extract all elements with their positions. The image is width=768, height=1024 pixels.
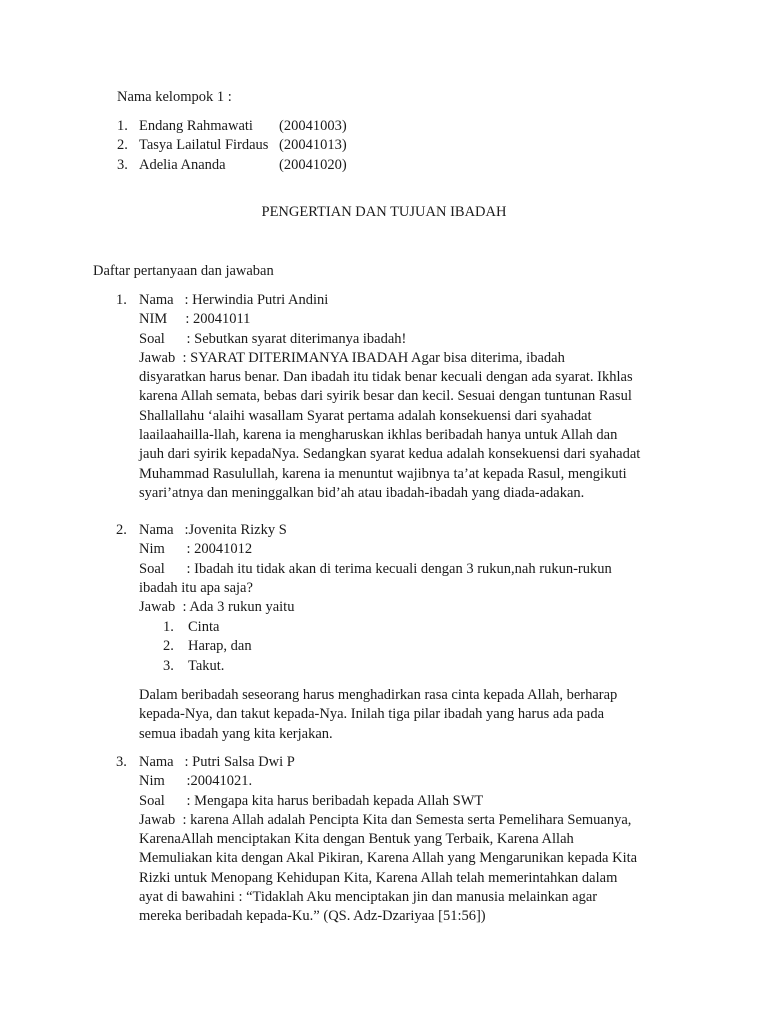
paragraph-line: semua ibadah yang kita kerjakan. [139, 725, 333, 742]
question-line: laailaahailla-llah, karena ia mengharuskan ikhlas beribadah hanya untuk Allah dan [139, 427, 618, 444]
question-line: mereka beribadah kepada-Ku.” (QS. Adz-Dzariyaa [51:56]) [139, 908, 486, 925]
question-number: 3. [116, 754, 127, 770]
question-1 [139, 291, 659, 503]
list-heading: Daftar pertanyaan dan jawaban [93, 263, 274, 279]
question-line: NIM : 20041011 [139, 311, 251, 328]
question-line: Nama : Herwindia Putri Andini [139, 292, 329, 308]
question-line: Nim : 20041012 [139, 541, 253, 558]
document-title: PENGERTIAN DAN TUJUAN IBADAH [261, 204, 507, 220]
question-line: KarenaAllah menciptakan Kita dengan Bentuk yang Terbaik, Karena Allah [139, 831, 574, 848]
question-line: Soal : Sebutkan syarat diterimanya ibadah! [139, 330, 407, 347]
question-line: Soal : Ibadah itu tidak akan di terima kecuali dengan 3 rukun,nah rukun-rukun [139, 560, 612, 577]
paragraph-line: kepada-Nya, dan takut kepada-Nya. Inilah tiga pilar ibadah yang harus ada pada [139, 706, 605, 723]
rukun-list [163, 618, 363, 676]
question-line: ibadah itu apa saja? [139, 579, 253, 596]
question-line: Soal : Mengapa kita harus beribadah kepada Allah SWT [139, 792, 484, 809]
question-line: Nama :Jovenita Rizky S [139, 522, 287, 538]
member-item: 1. Endang Rahmawati (20041003) [117, 118, 347, 134]
question-line: jauh dari syirik kepadaNya. Sedangkan syarat kedua adalah konsekuensi dari syahadat [139, 446, 641, 463]
question-line: disyaratkan harus benar. Dan ibadah itu tidak benar kecuali dengan ada syarat. Ikhlas [139, 369, 633, 386]
list-item: 3. Takut. [163, 657, 225, 674]
paragraph-line: Dalam beribadah seseorang harus menghadirkan rasa cinta kepada Allah, berharap [139, 687, 618, 703]
question-line: Rizki untuk Menopang Kehidupan Kita, Karena Allah telah memerintahkan dalam [139, 869, 618, 886]
group-label: Nama kelompok 1 : [117, 89, 232, 105]
question-line: syari’atnya dan meninggalkan bid’ah atau ibadah-ibadah yang diada-adakan. [139, 484, 585, 501]
list-item: 1. Cinta [163, 619, 220, 635]
question-number: 1. [116, 292, 127, 308]
question-3 [139, 753, 679, 927]
question-line: Jawab : SYARAT DITERIMANYA IBADAH Agar bisa diterima, ibadah [139, 349, 565, 366]
question-line: Muhammad Rasulullah, karena ia menuntut wajibnya ta’at kepada Rasul, mengikuti [139, 465, 627, 482]
question-number: 2. [116, 522, 127, 538]
question-line: Memuliakan kita dengan Akal Pikiran, Karena Allah yang Mengarunikan kepada Kita [139, 850, 638, 867]
question-line: Shallallahu ‘alaihi wasallam Syarat pertama adalah konsekuensi dari syahadat [139, 407, 592, 424]
question-line: karena Allah semata, bebas dari syirik besar dan kecil. Sesuai dengan tuntunan Rasul [139, 388, 632, 405]
question-line: Jawab : Ada 3 rukun yaitu [139, 599, 295, 616]
question-2 [139, 521, 659, 617]
member-list [117, 117, 477, 175]
member-item: 2. Tasya Lailatul Firdaus (20041013) [117, 137, 347, 154]
question-line: Nama : Putri Salsa Dwi P [139, 754, 295, 770]
member-item: 3. Adelia Ananda (20041020) [117, 156, 347, 173]
question-2-closing [139, 686, 659, 744]
list-item: 2. Harap, dan [163, 638, 252, 655]
question-line: ayat di bawahini : “Tidaklah Aku menciptakan jin dan manusia melainkan agar [139, 889, 598, 906]
question-line: Nim :20041021. [139, 773, 253, 790]
question-line: Jawab : karena Allah adalah Pencipta Kita dan Semesta serta Pemelihara Semuanya, [139, 811, 632, 828]
